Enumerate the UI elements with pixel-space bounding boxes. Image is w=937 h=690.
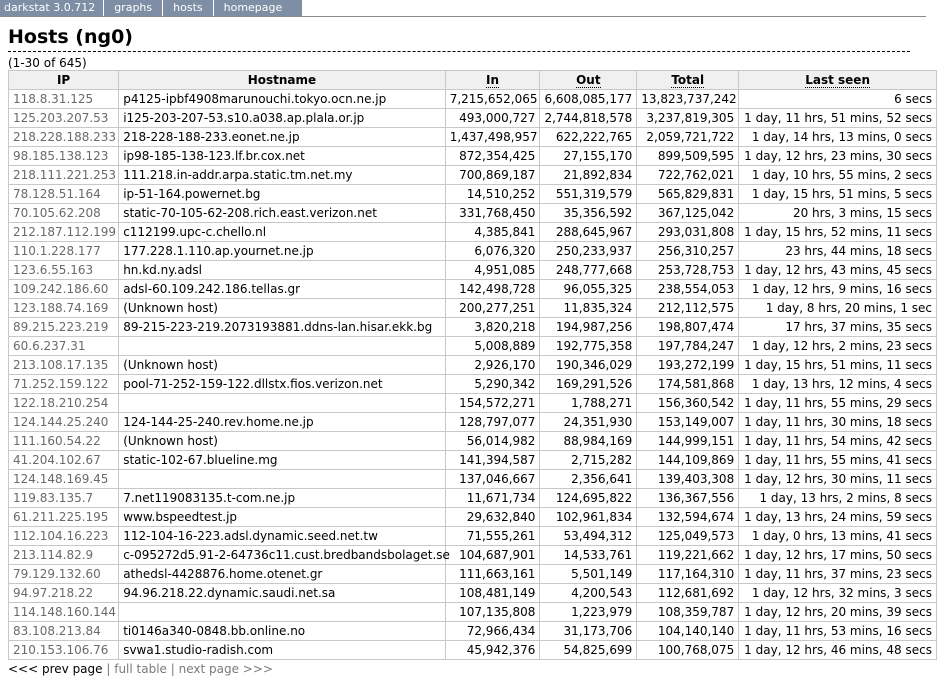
table-row [9, 356, 937, 375]
column-header-last-seen[interactable]: Last seen [739, 71, 937, 90]
table-row [9, 413, 937, 432]
cell-out: 31,173,706 [540, 622, 637, 641]
cell-out: 53,494,312 [540, 527, 637, 546]
cell-hostname: (Unknown host) [119, 299, 445, 318]
cell-hostname: (Unknown host) [119, 356, 445, 375]
table-row [9, 128, 937, 147]
column-header-in[interactable]: In [445, 71, 540, 90]
cell-ip[interactable]: 89.215.223.219 [9, 318, 119, 337]
cell-out: 5,501,149 [540, 565, 637, 584]
cell-in: 7,215,652,065 [445, 90, 540, 109]
cell-last-seen: 1 day, 15 hrs, 52 mins, 11 secs [739, 223, 937, 242]
cell-hostname: c-095272d5.91-2-64736c11.cust.bredbandsbolaget.se [119, 546, 445, 565]
cell-in: 872,354,425 [445, 147, 540, 166]
cell-out: 2,715,282 [540, 451, 637, 470]
table-row [9, 204, 937, 223]
cell-total: 112,681,692 [637, 584, 739, 603]
cell-out: 14,533,761 [540, 546, 637, 565]
table-row [9, 166, 937, 185]
column-header-hostname[interactable]: Hostname [119, 71, 445, 90]
nav-link-homepage[interactable]: homepage [214, 0, 304, 16]
cell-total: 125,049,573 [637, 527, 739, 546]
cell-last-seen: 1 day, 12 hrs, 20 mins, 39 secs [739, 603, 937, 622]
cell-ip[interactable]: 213.108.17.135 [9, 356, 119, 375]
cell-out: 551,319,579 [540, 185, 637, 204]
cell-hostname: ti0146a340-0848.bb.online.no [119, 622, 445, 641]
cell-total: 108,359,787 [637, 603, 739, 622]
cell-total: 119,221,662 [637, 546, 739, 565]
cell-total: 104,140,140 [637, 622, 739, 641]
cell-hostname [119, 394, 445, 413]
cell-in: 5,290,342 [445, 375, 540, 394]
cell-hostname: svwa1.studio-radish.com [119, 641, 445, 660]
cell-out: 6,608,085,177 [540, 90, 637, 109]
cell-in: 142,498,728 [445, 280, 540, 299]
cell-hostname: i125-203-207-53.s10.a038.ap.plala.or.jp [119, 109, 445, 128]
cell-total: 153,149,007 [637, 413, 739, 432]
cell-ip[interactable]: 98.185.138.123 [9, 147, 119, 166]
cell-in: 5,008,889 [445, 337, 540, 356]
table-row [9, 375, 937, 394]
cell-total: 2,059,721,722 [637, 128, 739, 147]
cell-last-seen: 1 day, 8 hrs, 20 mins, 1 sec [739, 299, 937, 318]
cell-hostname: athedsl-4428876.home.otenet.gr [119, 565, 445, 584]
cell-total: 899,509,595 [637, 147, 739, 166]
cell-hostname: (Unknown host) [119, 432, 445, 451]
full-table-link[interactable]: full table [114, 662, 167, 676]
cell-last-seen: 1 day, 12 hrs, 23 mins, 30 secs [739, 147, 937, 166]
cell-last-seen: 17 hrs, 37 mins, 35 secs [739, 318, 937, 337]
cell-ip[interactable]: 212.187.112.199 [9, 223, 119, 242]
cell-total: 136,367,556 [637, 489, 739, 508]
cell-last-seen: 1 day, 12 hrs, 2 mins, 23 secs [739, 337, 937, 356]
cell-hostname: p4125-ipbf4908marunouchi.tokyo.ocn.ne.jp [119, 90, 445, 109]
cell-total: 100,768,075 [637, 641, 739, 660]
cell-last-seen: 1 day, 11 hrs, 53 mins, 16 secs [739, 622, 937, 641]
cell-out: 194,987,256 [540, 318, 637, 337]
table-row [9, 584, 937, 603]
table-row [9, 299, 937, 318]
cell-last-seen: 1 day, 0 hrs, 13 mins, 41 secs [739, 527, 937, 546]
cell-out: 192,775,358 [540, 337, 637, 356]
table-row [9, 603, 937, 622]
cell-total: 565,829,831 [637, 185, 739, 204]
cell-out: 1,788,271 [540, 394, 637, 413]
cell-hostname [119, 470, 445, 489]
cell-hostname: ip98-185-138-123.lf.br.cox.net [119, 147, 445, 166]
cell-total: 256,310,257 [637, 242, 739, 261]
cell-in: 700,869,187 [445, 166, 540, 185]
cell-total: 139,403,308 [637, 470, 739, 489]
cell-hostname: 218-228-188-233.eonet.ne.jp [119, 128, 445, 147]
cell-hostname: 112-104-16-223.adsl.dynamic.seed.net.tw [119, 527, 445, 546]
cell-ip[interactable]: 60.6.237.31 [9, 337, 119, 356]
cell-in: 128,797,077 [445, 413, 540, 432]
cell-total: 13,823,737,242 [637, 90, 739, 109]
cell-total: 3,237,819,305 [637, 109, 739, 128]
cell-total: 156,360,542 [637, 394, 739, 413]
cell-ip[interactable]: 83.108.213.84 [9, 622, 119, 641]
cell-in: 45,942,376 [445, 641, 540, 660]
cell-ip[interactable]: 210.153.106.76 [9, 641, 119, 660]
cell-ip[interactable]: 122.18.210.254 [9, 394, 119, 413]
cell-total: 132,594,674 [637, 508, 739, 527]
cell-in: 4,385,841 [445, 223, 540, 242]
cell-hostname: static-102-67.blueline.mg [119, 451, 445, 470]
cell-last-seen: 23 hrs, 44 mins, 18 secs [739, 242, 937, 261]
table-row [9, 261, 937, 280]
table-row [9, 147, 937, 166]
cell-out: 622,222,765 [540, 128, 637, 147]
cell-last-seen: 6 secs [739, 90, 937, 109]
table-row [9, 318, 937, 337]
cell-ip[interactable]: 111.160.54.22 [9, 432, 119, 451]
cell-ip[interactable]: 124.144.25.240 [9, 413, 119, 432]
table-row [9, 432, 937, 451]
cell-in: 4,951,085 [445, 261, 540, 280]
cell-last-seen: 1 day, 14 hrs, 13 mins, 0 secs [739, 128, 937, 147]
cell-last-seen: 1 day, 13 hrs, 24 mins, 59 secs [739, 508, 937, 527]
column-header-ip[interactable]: IP [9, 71, 119, 90]
cell-hostname: 94.96.218.22.dynamic.saudi.net.sa [119, 584, 445, 603]
cell-in: 154,572,271 [445, 394, 540, 413]
column-header-out[interactable]: Out [540, 71, 637, 90]
cell-in: 108,481,149 [445, 584, 540, 603]
cell-last-seen: 1 day, 13 hrs, 12 mins, 4 secs [739, 375, 937, 394]
cell-out: 190,346,029 [540, 356, 637, 375]
cell-ip[interactable]: 123.6.55.163 [9, 261, 119, 280]
cell-hostname: 177.228.1.110.ap.yournet.ne.jp [119, 242, 445, 261]
cell-out: 2,744,818,578 [540, 109, 637, 128]
cell-total: 253,728,753 [637, 261, 739, 280]
cell-in: 141,394,587 [445, 451, 540, 470]
cell-out: 1,223,979 [540, 603, 637, 622]
page-title: Hosts (ng0) [8, 25, 910, 52]
cell-last-seen: 1 day, 12 hrs, 30 mins, 11 secs [739, 470, 937, 489]
cell-total: 144,109,869 [637, 451, 739, 470]
table-row [9, 90, 937, 109]
cell-out: 21,892,834 [540, 166, 637, 185]
cell-last-seen: 1 day, 11 hrs, 54 mins, 42 secs [739, 432, 937, 451]
cell-in: 11,671,734 [445, 489, 540, 508]
cell-ip[interactable]: 112.104.16.223 [9, 527, 119, 546]
table-row [9, 565, 937, 584]
cell-last-seen: 1 day, 10 hrs, 55 mins, 2 secs [739, 166, 937, 185]
cell-in: 3,820,218 [445, 318, 540, 337]
cell-out: 248,777,668 [540, 261, 637, 280]
cell-in: 56,014,982 [445, 432, 540, 451]
cell-ip[interactable]: 109.242.186.60 [9, 280, 119, 299]
cell-in: 331,768,450 [445, 204, 540, 223]
table-row [9, 394, 937, 413]
cell-out: 250,233,937 [540, 242, 637, 261]
cell-last-seen: 1 day, 11 hrs, 37 mins, 23 secs [739, 565, 937, 584]
cell-hostname: c112199.upc-c.chello.nl [119, 223, 445, 242]
cell-ip[interactable]: 218.111.221.253 [9, 166, 119, 185]
cell-in: 1,437,498,957 [445, 128, 540, 147]
cell-out: 4,200,543 [540, 584, 637, 603]
cell-ip[interactable]: 124.148.169.45 [9, 470, 119, 489]
cell-ip[interactable]: 41.204.102.67 [9, 451, 119, 470]
table-row [9, 109, 937, 128]
cell-last-seen: 20 hrs, 3 mins, 15 secs [739, 204, 937, 223]
cell-out: 35,356,592 [540, 204, 637, 223]
cell-in: 111,663,161 [445, 565, 540, 584]
cell-in: 107,135,808 [445, 603, 540, 622]
cell-in: 137,046,667 [445, 470, 540, 489]
cell-last-seen: 1 day, 12 hrs, 46 mins, 48 secs [739, 641, 937, 660]
cell-hostname: pool-71-252-159-122.dllstx.fios.verizon.net [119, 375, 445, 394]
table-row [9, 185, 937, 204]
cell-last-seen: 1 day, 11 hrs, 55 mins, 29 secs [739, 394, 937, 413]
cell-last-seen: 1 day, 12 hrs, 9 mins, 16 secs [739, 280, 937, 299]
hosts-table [8, 70, 937, 660]
cell-hostname: 89-215-223-219.2073193881.ddns-lan.hisar.ekk.bg [119, 318, 445, 337]
next-page-link[interactable]: next page >>> [178, 662, 273, 676]
cell-last-seen: 1 day, 15 hrs, 51 mins, 5 secs [739, 185, 937, 204]
app-brand: darkstat 3.0.712 [0, 0, 104, 16]
cell-ip[interactable]: 119.83.135.7 [9, 489, 119, 508]
cell-hostname: adsl-60.109.242.186.tellas.gr [119, 280, 445, 299]
table-row [9, 242, 937, 261]
cell-in: 14,510,252 [445, 185, 540, 204]
table-row [9, 622, 937, 641]
cell-out: 169,291,526 [540, 375, 637, 394]
cell-total: 293,031,808 [637, 223, 739, 242]
table-row [9, 451, 937, 470]
table-row [9, 280, 937, 299]
cell-ip[interactable]: 78.128.51.164 [9, 185, 119, 204]
cell-total: 117,164,310 [637, 565, 739, 584]
cell-ip[interactable]: 94.97.218.22 [9, 584, 119, 603]
cell-hostname: hn.kd.ny.adsl [119, 261, 445, 280]
cell-out: 96,055,325 [540, 280, 637, 299]
cell-hostname: ip-51-164.powernet.bg [119, 185, 445, 204]
pager-separator: | [102, 662, 115, 676]
cell-last-seen: 1 day, 12 hrs, 32 mins, 3 secs [739, 584, 937, 603]
cell-last-seen: 1 day, 11 hrs, 51 mins, 52 secs [739, 109, 937, 128]
cell-total: 198,807,474 [637, 318, 739, 337]
cell-in: 71,555,261 [445, 527, 540, 546]
cell-out: 54,825,699 [540, 641, 637, 660]
cell-in: 493,000,727 [445, 109, 540, 128]
table-row [9, 337, 937, 356]
cell-hostname: static-70-105-62-208.rich.east.verizon.net [119, 204, 445, 223]
cell-ip[interactable]: 114.148.160.144 [9, 603, 119, 622]
cell-hostname: www.bspeedtest.jp [119, 508, 445, 527]
table-row [9, 546, 937, 565]
cell-total: 367,125,042 [637, 204, 739, 223]
table-row [9, 641, 937, 660]
pager-separator: | [166, 662, 179, 676]
table-header-row [9, 71, 937, 90]
pager [8, 662, 926, 676]
cell-out: 27,155,170 [540, 147, 637, 166]
cell-ip[interactable]: 71.252.159.122 [9, 375, 119, 394]
cell-ip[interactable]: 218.228.188.233 [9, 128, 119, 147]
nav-link-graphs[interactable]: graphs [104, 0, 163, 16]
table-row [9, 223, 937, 242]
table-row [9, 508, 937, 527]
prev-page-link[interactable]: <<< prev page [8, 662, 103, 676]
cell-out: 24,351,930 [540, 413, 637, 432]
cell-ip[interactable]: 213.114.82.9 [9, 546, 119, 565]
cell-hostname [119, 603, 445, 622]
cell-total: 193,272,199 [637, 356, 739, 375]
cell-in: 2,926,170 [445, 356, 540, 375]
cell-out: 124,695,822 [540, 489, 637, 508]
cell-in: 72,966,434 [445, 622, 540, 641]
cell-ip[interactable]: 79.129.132.60 [9, 565, 119, 584]
table-row [9, 489, 937, 508]
cell-out: 102,961,834 [540, 508, 637, 527]
cell-hostname: 7.net119083135.t-com.ne.jp [119, 489, 445, 508]
column-header-total[interactable]: Total [637, 71, 739, 90]
cell-ip[interactable]: 123.188.74.169 [9, 299, 119, 318]
cell-out: 11,835,324 [540, 299, 637, 318]
cell-last-seen: 1 day, 12 hrs, 17 mins, 50 secs [739, 546, 937, 565]
cell-ip[interactable]: 110.1.228.177 [9, 242, 119, 261]
cell-hostname [119, 337, 445, 356]
cell-ip[interactable]: 61.211.225.195 [9, 508, 119, 527]
cell-ip[interactable]: 125.203.207.53 [9, 109, 119, 128]
top-navbar [0, 0, 926, 17]
cell-hostname: 111.218.in-addr.arpa.static.tm.net.my [119, 166, 445, 185]
cell-ip[interactable]: 70.105.62.208 [9, 204, 119, 223]
cell-out: 2,356,641 [540, 470, 637, 489]
cell-last-seen: 1 day, 13 hrs, 2 mins, 8 secs [739, 489, 937, 508]
cell-total: 238,554,053 [637, 280, 739, 299]
cell-in: 104,687,901 [445, 546, 540, 565]
hosts-table-body [9, 90, 937, 660]
cell-total: 212,112,575 [637, 299, 739, 318]
result-range: (1-30 of 645) [8, 56, 87, 70]
cell-last-seen: 1 day, 11 hrs, 55 mins, 41 secs [739, 451, 937, 470]
cell-hostname: 124-144-25-240.rev.home.ne.jp [119, 413, 445, 432]
cell-out: 288,645,967 [540, 223, 637, 242]
cell-in: 200,277,251 [445, 299, 540, 318]
table-row [9, 527, 937, 546]
cell-in: 6,076,320 [445, 242, 540, 261]
cell-in: 29,632,840 [445, 508, 540, 527]
nav-link-hosts[interactable]: hosts [163, 0, 213, 16]
cell-total: 144,999,151 [637, 432, 739, 451]
cell-ip[interactable]: 118.8.31.125 [9, 90, 119, 109]
cell-total: 174,581,868 [637, 375, 739, 394]
table-row [9, 470, 937, 489]
cell-total: 197,784,247 [637, 337, 739, 356]
cell-last-seen: 1 day, 11 hrs, 30 mins, 18 secs [739, 413, 937, 432]
cell-last-seen: 1 day, 12 hrs, 43 mins, 45 secs [739, 261, 937, 280]
cell-last-seen: 1 day, 15 hrs, 51 mins, 11 secs [739, 356, 937, 375]
cell-out: 88,984,169 [540, 432, 637, 451]
cell-total: 722,762,021 [637, 166, 739, 185]
